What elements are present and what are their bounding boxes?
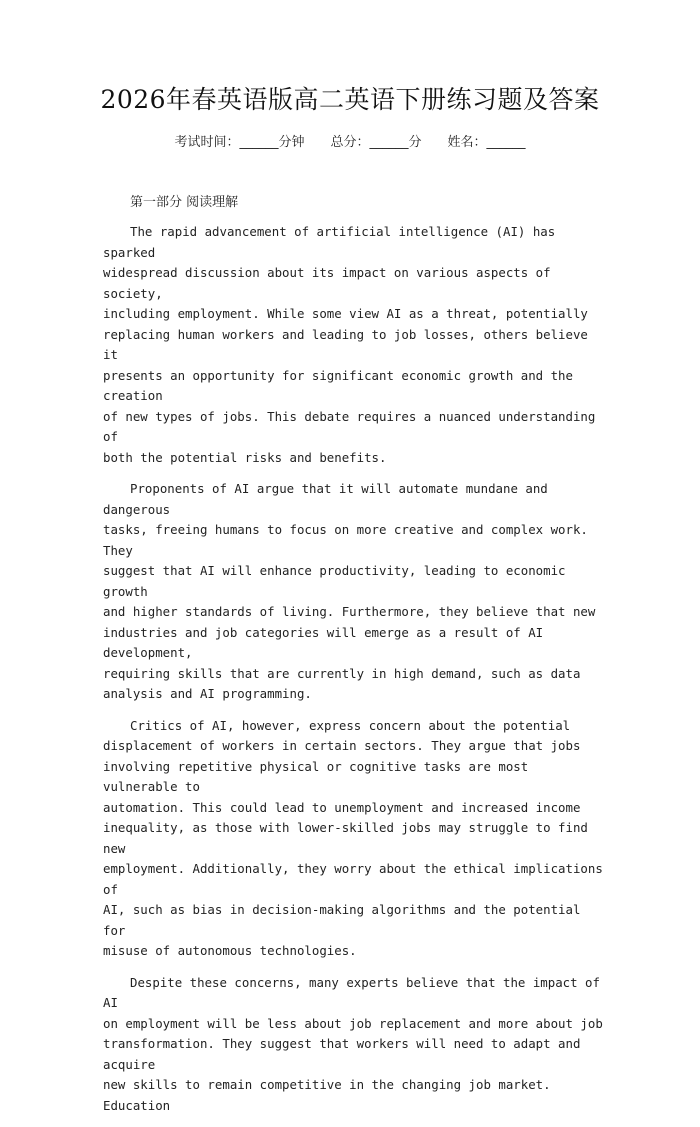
exam-info-line	[0, 131, 700, 150]
total-score-field: 总分：______分	[330, 135, 422, 150]
document-title: 2026年春英语版高二英语下册练习题及答案	[100, 85, 600, 114]
section-heading: 第一部分 阅读理解	[130, 195, 239, 210]
passage-paragraph: Proponents of AI argue that it will automate mundane and dangerous tasks, freeing humans to focus on more creative and complex work. They suggest that AI will enhance productivity, leading to economic growth and higher standards of living. Furthermore, they believe that new industries and job categories will emerge as a result of AI development, requiring skills that are currently in high demand, such as data analysis and AI programming.	[103, 481, 596, 701]
reading-passage	[103, 222, 603, 1127]
passage-paragraph: The rapid advancement of artificial intelligence (AI) has sparked widespread discussion about its impact on various aspects of society, including employment. While some view AI as a threat, potentially replacing human workers and leading to job losses, others believe it presents an opportunity for significant economic growth and the creation of new types of jobs. This debate requires a nuanced understanding of both the potential risks and benefits.	[103, 224, 596, 465]
student-name-field: 姓名：______	[447, 135, 526, 150]
passage-paragraph: Despite these concerns, many experts believe that the impact of AI on employment will be less about job replacement and more about job transformation. They suggest that workers will need to adapt and acquire new skills to remain competitive in the changing job market. Education	[103, 974, 603, 1113]
exam-time-field: 考试时间：______分钟	[174, 135, 305, 150]
passage-paragraph: Critics of AI, however, express concern about the potential displacement of workers in certain sectors. They argue that jobs involving repetitive physical or cognitive tasks are most vulnerable to automation. This could lead to unemployment and increased income inequality, as those with lower-skilled jobs may struggle to find new employment. Additionally, they worry about the ethical implications of AI, such as bias in decision-making algorithms and the potential for misuse of autonomous technologies.	[103, 717, 603, 958]
